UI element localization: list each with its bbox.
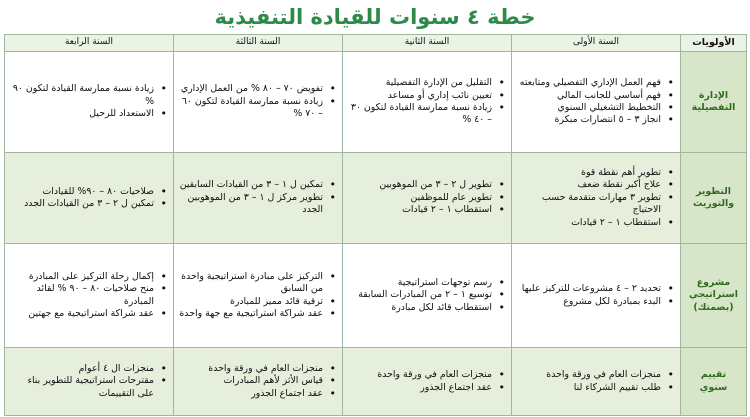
bullet-list [348, 277, 506, 314]
list-item: • تطوير مركز ل ١ – ٣ من الموهوبين الجدد [179, 192, 325, 217]
priority-cell: مشروع استراتيجي (بصمتك) [681, 244, 747, 348]
plan-table [4, 34, 747, 416]
header-year3: السنة الثالثة [174, 35, 343, 52]
bullet-list [179, 179, 337, 216]
header-year2: السنة الثانية [343, 35, 512, 52]
priority-cell: التطوير والتوريث [681, 153, 747, 244]
list-item: • تطوير ٣ مهارات متقدمة حسب الاحتياج [517, 192, 663, 217]
year2-cell [343, 52, 512, 153]
year1-cell [512, 52, 681, 153]
list-item: • صلاحيات ٨٠ – ٩٠% للقيادات [10, 186, 156, 198]
bullet-list [517, 283, 675, 308]
header-year1: السنة الأولى [512, 35, 681, 52]
list-item: • التخطيط التشغيلي السنوي [517, 102, 663, 114]
year2-cell [343, 244, 512, 348]
list-item: • فهم العمل الإداري التفصيلي ومتابعته [517, 77, 663, 89]
list-item: • عقد اجتماع الجذور [348, 382, 494, 394]
list-item: • مقترحات استراتيجية للتطوير بناء على التقييمات [10, 375, 156, 400]
table-row [5, 153, 747, 244]
list-item: • تطوير عام للموظفين [348, 192, 494, 204]
table-row [5, 348, 747, 416]
year1-cell [512, 244, 681, 348]
bullet-list [179, 363, 337, 400]
header-year4: السنة الرابعة [5, 35, 174, 52]
list-item: • البدء بمبادرة لكل مشروع [517, 296, 663, 308]
table-row [5, 244, 747, 348]
list-item: • تمكين ل ٢ – ٣ من القيادات الجدد [10, 198, 156, 210]
list-item: • توسيع ١ – ٢ من المبادرات السابقة [348, 289, 494, 301]
list-item: • استقطاب ١ – ٢ قيادات [348, 204, 494, 216]
list-item: • منجزات العام في ورقة واحدة [348, 369, 494, 381]
year4-cell [5, 153, 174, 244]
list-item: • تعيين نائب إداري أو مساعد [348, 90, 494, 102]
list-item: • ترقية قائد مميز للمبادرة [179, 296, 325, 308]
list-item: • فهم أساسي للجانب المالي [517, 90, 663, 102]
year3-cell [174, 153, 343, 244]
year1-cell [512, 348, 681, 416]
bullet-list [179, 83, 337, 120]
list-item: • عقد اجتماع الجذور [179, 388, 325, 400]
list-item: • التقليل من الإدارة التفصيلية [348, 77, 494, 89]
year4-cell [5, 244, 174, 348]
list-item: • طلب تقييم الشركاء لنا [517, 382, 663, 394]
bullet-list [348, 77, 506, 127]
list-item: • منجزات ال ٤ أعوام [10, 363, 156, 375]
bullet-list [517, 369, 675, 394]
list-item: • تمكين ل ١ – ٣ من القيادات السابقين [179, 179, 325, 191]
list-item: • الاستعداد للرحيل [10, 108, 156, 120]
bullet-list [517, 167, 675, 229]
list-item: • عقد شراكة استراتيجية مع جهة واحدة [179, 308, 325, 320]
list-item: • رسم توجهات استراتيجية [348, 277, 494, 289]
year1-cell [512, 153, 681, 244]
list-item: • منجزات العام في ورقة واحدة [179, 363, 325, 375]
list-item: • عقد شراكة استراتيجية مع جهتين [10, 308, 156, 320]
list-item: • تحديد ٢ – ٤ مشروعات للتركيز عليها [517, 283, 663, 295]
bullet-list [348, 369, 506, 394]
list-item: • زيادة نسبة ممارسة القيادة لتكون ٣٠ – ٤٠ % [348, 102, 494, 127]
year2-cell [343, 348, 512, 416]
list-item: • تفويض ٧٠ – ٨٠ % من العمل الإداري [179, 83, 325, 95]
year4-cell [5, 348, 174, 416]
table-row [5, 52, 747, 153]
list-item: • زيادة نسبة ممارسة القيادة لتكون ٩٠ % [10, 83, 156, 108]
bullet-list [10, 271, 168, 321]
list-item: • انجاز ٣ – ٥ انتصارات مبكرة [517, 114, 663, 126]
bullet-list [10, 83, 168, 120]
page-title: خطة ٤ سنوات للقيادة التنفيذية [214, 5, 536, 29]
bullet-list [10, 186, 168, 211]
year2-cell [343, 153, 512, 244]
bullet-list [179, 271, 337, 321]
list-item: • منجزات العام في ورقة واحدة [517, 369, 663, 381]
list-item: • استقطاب قائد لكل مبادرة [348, 302, 494, 314]
header-priorities: الأولويات [681, 35, 747, 52]
list-item: • استقطاب ١ – ٢ قيادات [517, 217, 663, 229]
list-item: • زيادة نسبة ممارسة القيادة لتكون ٦٠ – ٧٠ % [179, 96, 325, 121]
year3-cell [174, 244, 343, 348]
list-item: • علاج أكبر نقطة ضعف [517, 179, 663, 191]
priority-cell: الإدارة التفصيلية [681, 52, 747, 153]
year4-cell [5, 52, 174, 153]
header-row [5, 35, 747, 52]
list-item: • تطوير ل ٢ – ٣ من الموهوبين [348, 179, 494, 191]
priority-cell: تقييم سنوي [681, 348, 747, 416]
list-item: • إكمال رحلة التركيز على المبادرة [10, 271, 156, 283]
list-item: • التركيز على مبادرة استراتيجية واحدة من السابق [179, 271, 325, 296]
list-item: • منح صلاحيات ٨٠ – ٩٠ % لقائد المبادرة [10, 283, 156, 308]
bullet-list [517, 77, 675, 127]
bullet-list [348, 179, 506, 216]
bullet-list [10, 363, 168, 400]
list-item: • قياس الأثر لأهم المبادرات [179, 375, 325, 387]
year3-cell [174, 348, 343, 416]
list-item: • تطوير أهم نقطة قوة [517, 167, 663, 179]
year3-cell [174, 52, 343, 153]
